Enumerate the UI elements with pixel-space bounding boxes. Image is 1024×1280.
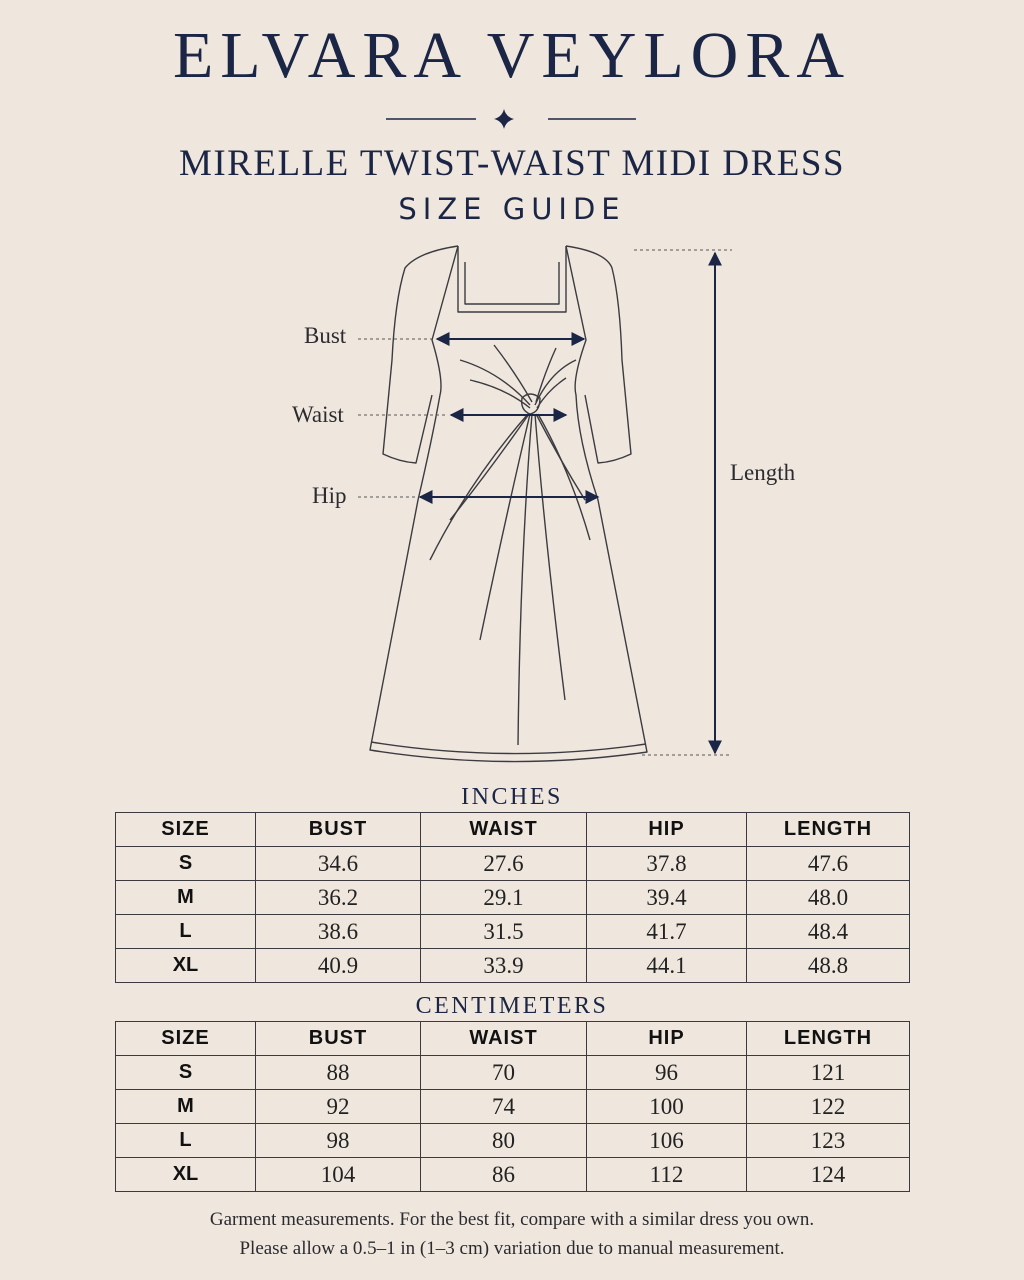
column-header: LENGTH: [747, 813, 910, 847]
length-cell: 121: [747, 1056, 910, 1090]
length-label: Length: [730, 460, 796, 485]
bust-cell: 38.6: [256, 915, 421, 949]
bust-label: Bust: [304, 323, 347, 348]
length-cell: 47.6: [747, 847, 910, 881]
table-row: [116, 1090, 910, 1124]
column-header: BUST: [256, 1022, 421, 1056]
table-row: [116, 881, 910, 915]
hip-cell: 106: [587, 1124, 747, 1158]
size-cell: XL: [116, 1158, 256, 1192]
brand-name: ELVARA VEYLORA: [172, 19, 852, 92]
length-cell: 122: [747, 1090, 910, 1124]
footnote-line-1: Garment measurements. For the best fit, compare with a similar dress you own.: [209, 1209, 815, 1230]
table-row: [116, 949, 910, 983]
size-cell: S: [116, 847, 256, 881]
column-header: BUST: [256, 813, 421, 847]
waist-cell: 74: [421, 1090, 587, 1124]
centimeters-heading: CENTIMETERS: [415, 993, 609, 1019]
table-row: [116, 1124, 910, 1158]
bust-cell: 88: [256, 1056, 421, 1090]
column-header: SIZE: [116, 1022, 256, 1056]
waist-cell: 80: [421, 1124, 587, 1158]
hip-cell: 37.8: [587, 847, 747, 881]
table-row: [116, 915, 910, 949]
waist-label: Waist: [292, 402, 344, 427]
hip-cell: 41.7: [587, 915, 747, 949]
bust-cell: 92: [256, 1090, 421, 1124]
table-header-row: [116, 1022, 910, 1056]
hip-cell: 44.1: [587, 949, 747, 983]
bust-cell: 40.9: [256, 949, 421, 983]
size-cell: M: [116, 1090, 256, 1124]
length-cell: 124: [747, 1158, 910, 1192]
hip-cell: 100: [587, 1090, 747, 1124]
length-cell: 48.4: [747, 915, 910, 949]
table-header-row: [116, 813, 910, 847]
size-cell: XL: [116, 949, 256, 983]
waist-cell: 31.5: [421, 915, 587, 949]
inches-table: [115, 812, 910, 983]
centimeters-table: [115, 1021, 910, 1192]
waist-cell: 27.6: [421, 847, 587, 881]
hip-cell: 112: [587, 1158, 747, 1192]
inches-heading: INCHES: [461, 784, 563, 810]
column-header: LENGTH: [747, 1022, 910, 1056]
dress-diagram: [0, 230, 1024, 770]
table-row: [116, 847, 910, 881]
column-header: HIP: [587, 813, 747, 847]
size-guide-heading: SIZE GUIDE: [398, 192, 626, 226]
table-row: [116, 1056, 910, 1090]
column-header: HIP: [587, 1022, 747, 1056]
hip-cell: 39.4: [587, 881, 747, 915]
length-cell: 123: [747, 1124, 910, 1158]
size-cell: L: [116, 915, 256, 949]
footnote-line-2: Please allow a 0.5–1 in (1–3 cm) variation due to manual measurement.: [239, 1238, 785, 1259]
product-title: MIRELLE TWIST-WAIST MIDI DRESS: [178, 143, 846, 184]
waist-cell: 86: [421, 1158, 587, 1192]
bust-cell: 104: [256, 1158, 421, 1192]
waist-cell: 29.1: [421, 881, 587, 915]
hip-label: Hip: [312, 483, 347, 508]
column-header: WAIST: [421, 1022, 587, 1056]
table-row: [116, 1158, 910, 1192]
length-cell: 48.0: [747, 881, 910, 915]
column-header: SIZE: [116, 813, 256, 847]
ornament-divider: [384, 104, 640, 134]
hip-cell: 96: [587, 1056, 747, 1090]
column-header: WAIST: [421, 813, 587, 847]
bust-cell: 34.6: [256, 847, 421, 881]
size-cell: L: [116, 1124, 256, 1158]
bust-cell: 36.2: [256, 881, 421, 915]
size-cell: M: [116, 881, 256, 915]
waist-cell: 70: [421, 1056, 587, 1090]
length-cell: 48.8: [747, 949, 910, 983]
waist-cell: 33.9: [421, 949, 587, 983]
bust-cell: 98: [256, 1124, 421, 1158]
size-cell: S: [116, 1056, 256, 1090]
